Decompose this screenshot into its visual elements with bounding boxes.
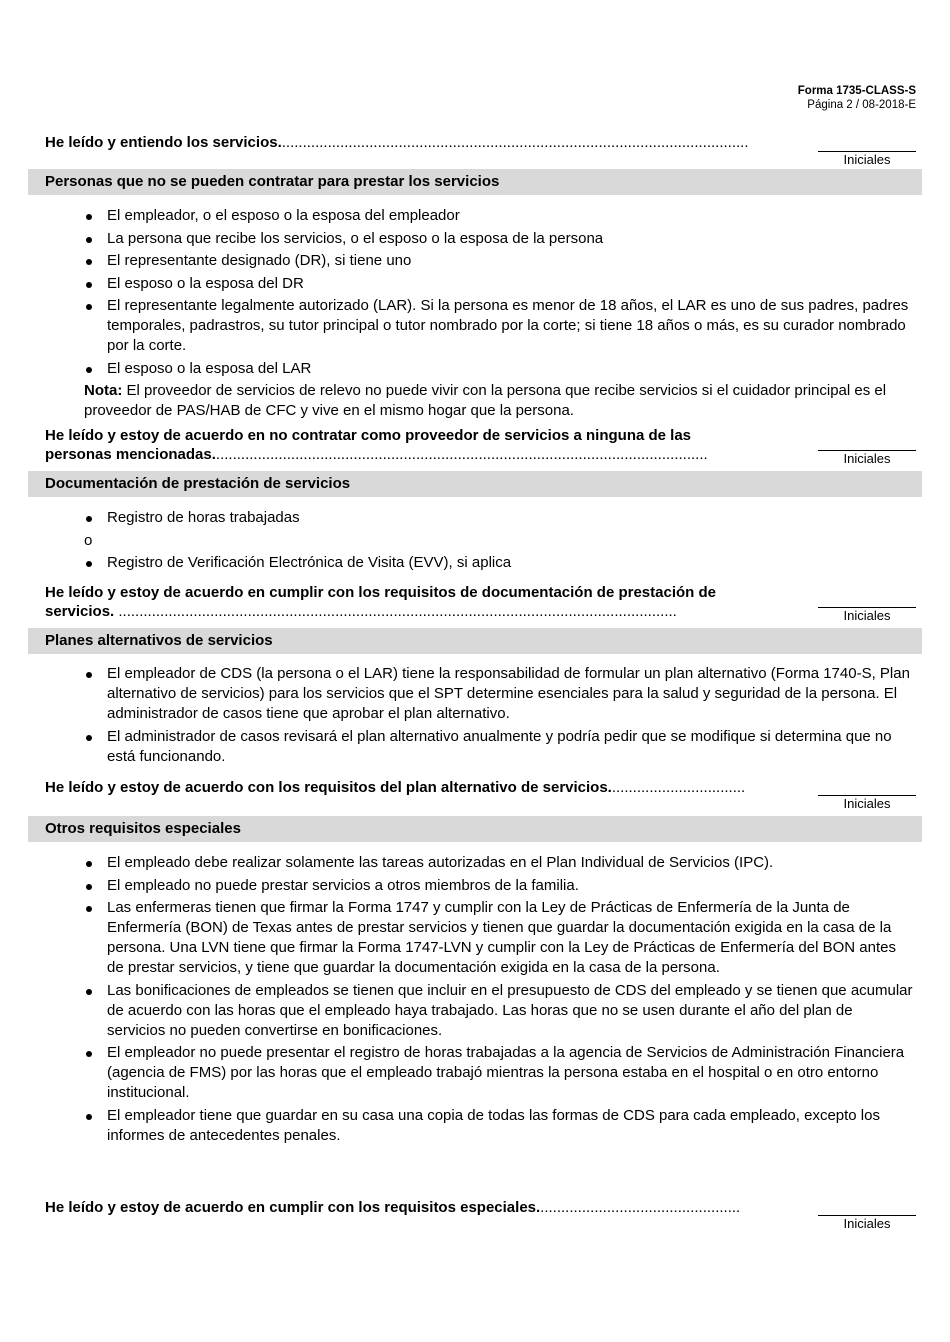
list-item: Las bonificaciones de empleados se tienen que incluir en el presupuesto de CDS del empleado y se tienen que acumular de acuerdo con las horas que el empleado haya trabajado. Las horas que no se usen durante el año del plan de servicios no pueden convertirse en bonificaciones. — [84, 981, 914, 1041]
section-heading-backup-plans: Planes alternativos de servicios — [28, 628, 922, 654]
acknowledgement-text: He leído y estoy de acuerdo en cumplir con los requisitos especiales. — [45, 1199, 541, 1216]
backup-plan-list — [84, 664, 914, 769]
list-item: El empleador no puede presentar el registro de horas trabajadas a la agencia de Servicios de Administración Financiera (agencia de FMS) por las horas que el empleado trabajó mientras la persona estaba en el hospital o en otro entorno institucional. — [84, 1043, 914, 1103]
page-number: Página 2 / 08-2018-E — [807, 99, 916, 111]
acknowledgement-text: He leído y entiendo los servicios. — [45, 134, 282, 151]
section-heading-service-documentation: Documentación de prestación de servicios — [28, 471, 922, 497]
acknowledgement-text: servicios. — [45, 603, 115, 620]
list-item: El esposo o la esposa del LAR — [84, 359, 914, 379]
acknowledgement-text: personas mencionadas. — [45, 446, 216, 463]
list-item: El representante legalmente autorizado (LAR). Si la persona es menor de 18 años, el LAR es uno de sus padres, padres temporales, padrastros, su tutor principal o tutor nombrado por la corte; si tiene 18 años o más, es su curador nombrado por la corte. — [84, 296, 914, 356]
list-item: El empleado debe realizar solamente las tareas autorizadas en el Plan Individual de Servicios (IPC). — [84, 853, 914, 873]
initials-field-1[interactable]: Iniciales — [818, 151, 916, 168]
list-item: El representante designado (DR), si tiene uno — [84, 251, 914, 271]
documentation-list-2 — [84, 553, 914, 576]
note-label: Nota: — [84, 382, 123, 399]
special-requirements-list — [84, 853, 914, 1148]
note-text: El proveedor de servicios de relevo no puede vivir con la persona que recibe servicios si el cuidador principal es el proveedor de PAS/HAB de CFC y vive en el mismo hogar que la persona. — [84, 382, 887, 419]
acknowledgement-services — [45, 133, 805, 152]
acknowledgement-text: He leído y estoy de acuerdo con los requisitos del plan alternativo de servicios. — [45, 779, 612, 796]
list-item: El empleador de CDS (la persona o el LAR) tiene la responsabilidad de formular un plan alternativo (Forma 1740-S, Plan alternativo de servicios) para los servicios que el SPT determine esenciales para la salud y seguridad de la persona. El administrador de casos tiene que aprobar el plan alternativo. — [84, 664, 914, 724]
dot-leader: ................................ — [611, 779, 746, 796]
section-heading-special-requirements: Otros requisitos especiales — [28, 816, 922, 842]
list-item: El administrador de casos revisará el plan alternativo anualmente y podría pedir que se modifique si determina que no está funcionando. — [84, 727, 914, 767]
initials-field-4[interactable]: Iniciales — [818, 795, 916, 812]
initials-field-2[interactable]: Iniciales — [818, 450, 916, 467]
list-item: El empleador, o el esposo o la esposa del empleador — [84, 206, 914, 226]
initials-field-5[interactable]: Iniciales — [818, 1215, 916, 1232]
initials-field-3[interactable]: Iniciales — [818, 607, 916, 624]
dot-leader: ...................................................................................................................................... — [114, 603, 677, 620]
dot-leader: ................................................................................................................ — [281, 134, 749, 151]
acknowledgement-special-requirements — [45, 1198, 805, 1217]
list-item: Las enfermeras tienen que firmar la Forma 1747 y cumplir con la Ley de Prácticas de Enfermería de la Junta de Enfermería (BON) de Texas antes de prestar servicios y tienen que guardar la documentación exigida en la casa de la persona. Una LVN tiene que firmar la Forma 1747-LVN y cumplir con la Ley de Prácticas de Enfermería del BON antes de prestar servicios, y tiene que guardar la documentación exigida en la casa de la persona. — [84, 898, 914, 978]
acknowledgement-documentation — [45, 583, 805, 621]
or-separator: o — [84, 532, 93, 549]
list-item: Registro de horas trabajadas — [84, 508, 914, 528]
prohibited-providers-list — [84, 206, 914, 381]
note-paragraph — [84, 381, 920, 421]
acknowledgement-text: He leído y estoy de acuerdo en cumplir con los requisitos de documentación de prestación de — [45, 584, 716, 601]
dot-leader: ................................................ — [540, 1199, 741, 1216]
list-item: El empleado no puede prestar servicios a otros miembros de la familia. — [84, 876, 914, 896]
section-heading-prohibited-providers: Personas que no se pueden contratar para prestar los servicios — [28, 169, 922, 195]
dot-leader: ...................................................................................................................... — [215, 446, 708, 463]
form-number: Forma 1735-CLASS-S — [797, 85, 916, 97]
list-item: El empleador tiene que guardar en su casa una copia de todas las formas de CDS para cada empleado, excepto los informes de antecedentes penales. — [84, 1106, 914, 1146]
documentation-list-1 — [84, 508, 914, 531]
acknowledgement-text: He leído y estoy de acuerdo en no contratar como proveedor de servicios a ninguna de las — [45, 427, 692, 444]
list-item: La persona que recibe los servicios, o el esposo o la esposa de la persona — [84, 229, 914, 249]
acknowledgement-backup-plan — [45, 778, 805, 797]
list-item: Registro de Verificación Electrónica de Visita (EVV), si aplica — [84, 553, 914, 573]
acknowledgement-prohibited-providers — [45, 426, 805, 464]
list-item: El esposo o la esposa del DR — [84, 274, 914, 294]
